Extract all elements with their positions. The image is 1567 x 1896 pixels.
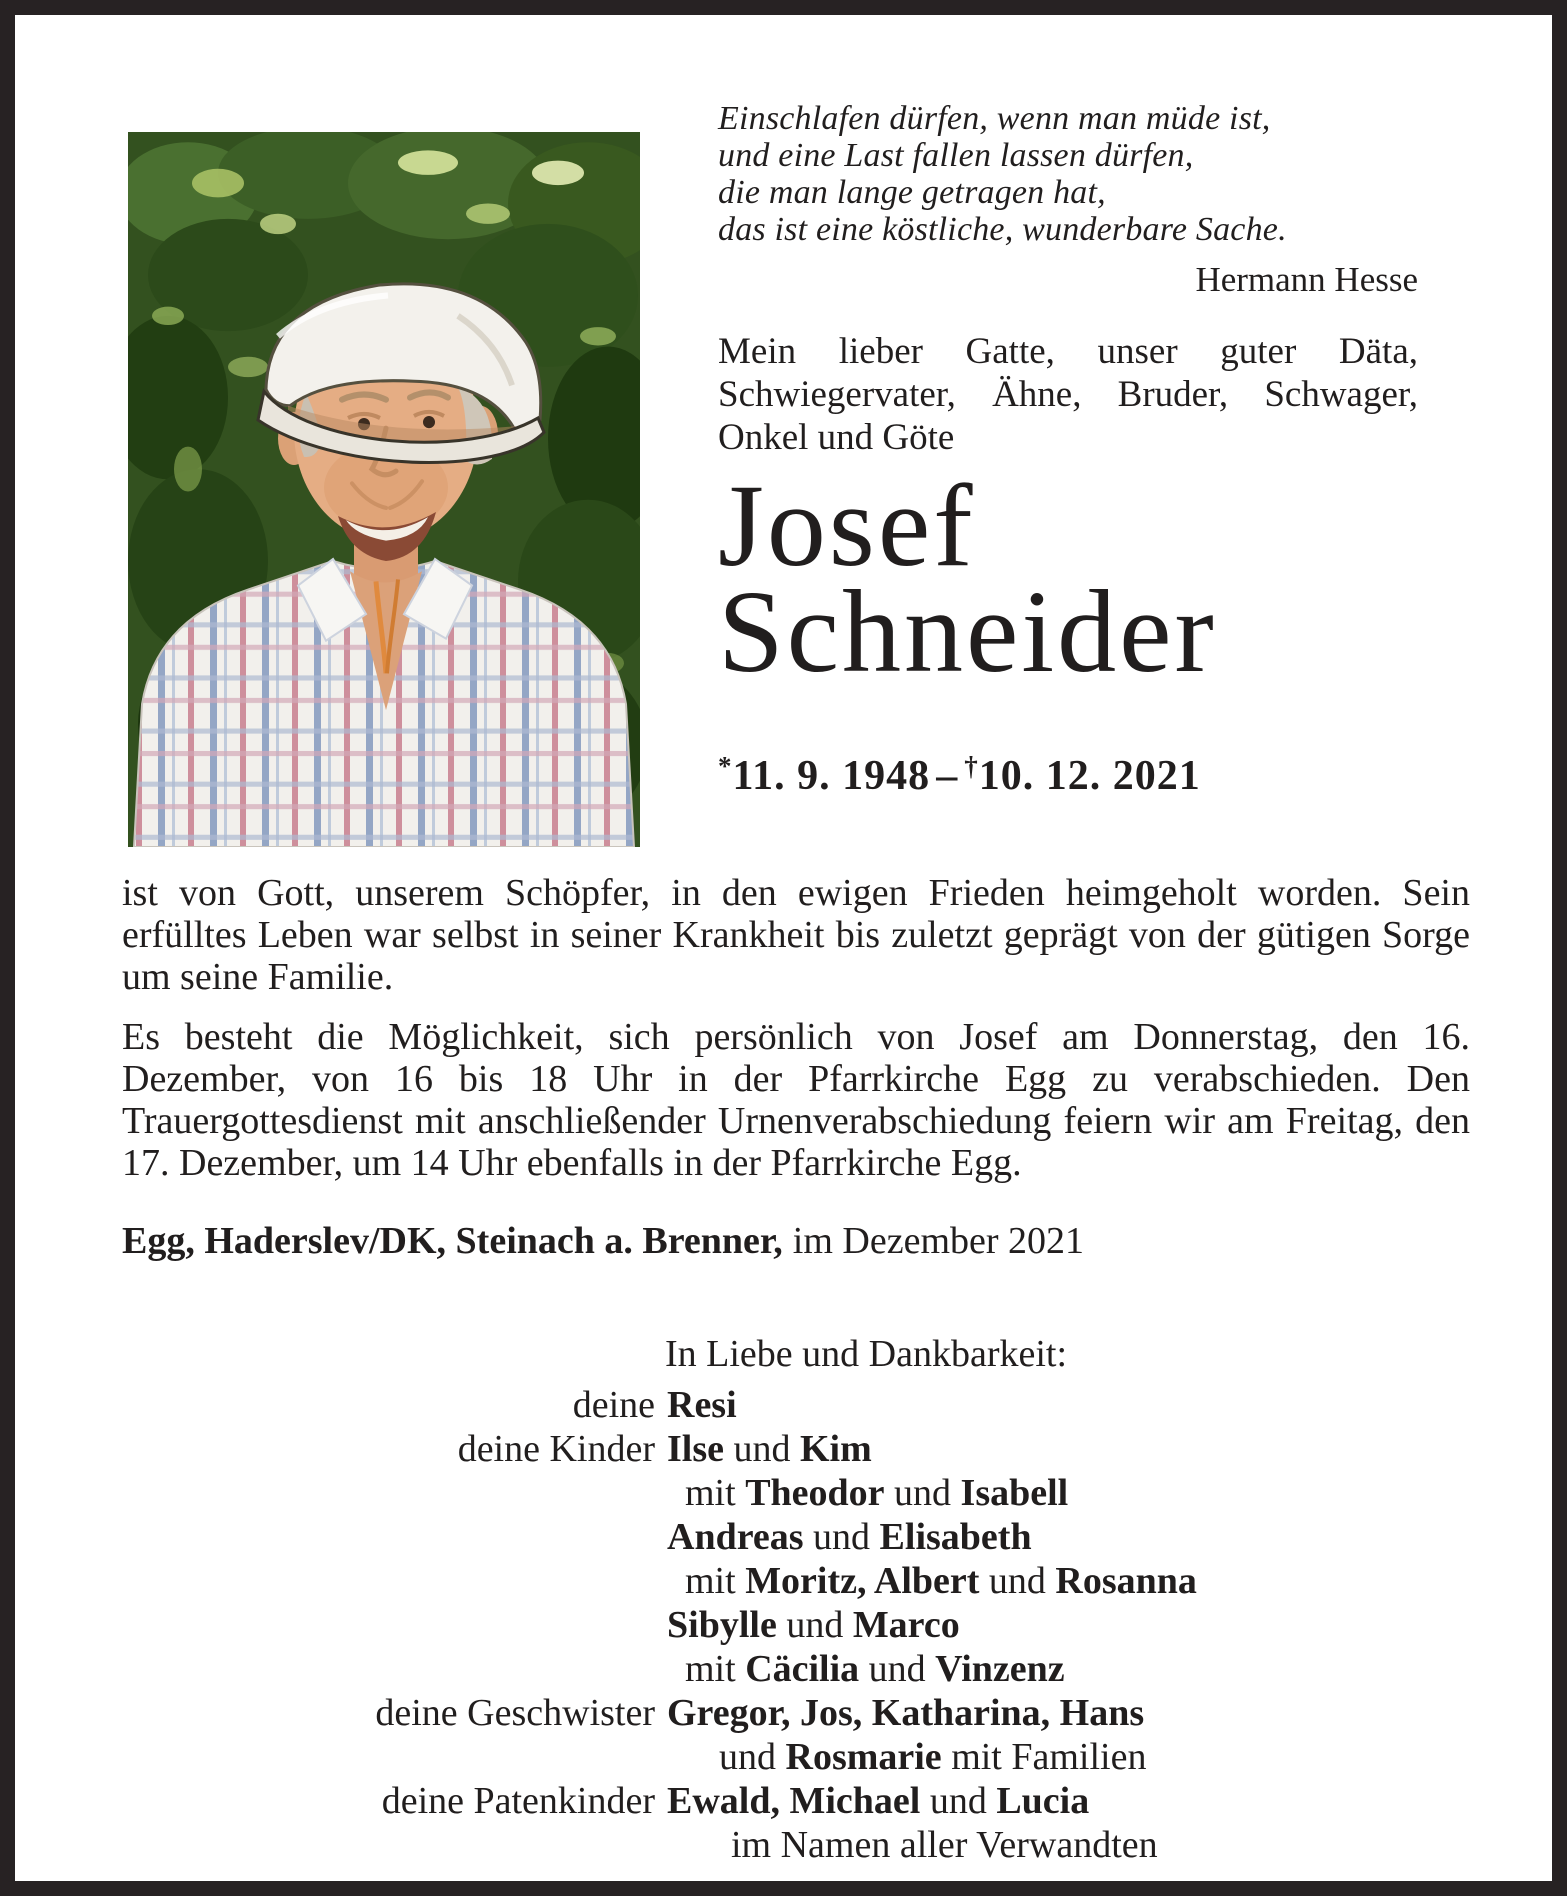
deceased-last-name: Schneider: [718, 566, 1217, 697]
quote-line: das ist eine köstliche, wunderbare Sache.: [718, 211, 1287, 248]
mourner-names: [667, 1427, 1470, 1471]
mourner-text: und: [920, 1780, 997, 1822]
mourner-names: [667, 1823, 1470, 1867]
mourner-label: [122, 1603, 667, 1647]
mourner-text: mit: [685, 1472, 746, 1514]
mourner-text: und: [859, 1648, 936, 1690]
mourner-names: [667, 1383, 1470, 1427]
date-separator: –: [936, 753, 959, 799]
mourner-label: deine: [572, 1384, 655, 1426]
mourner-text: und: [776, 1604, 853, 1646]
mourner-label: [122, 1823, 667, 1867]
mourner-row: [122, 1603, 1470, 1647]
mourner-name: Ilse: [667, 1428, 724, 1470]
mourner-row: [122, 1779, 1470, 1823]
mourner-text: mit: [685, 1648, 746, 1690]
mourner-text: und: [803, 1516, 880, 1558]
dateline: [122, 1220, 1470, 1262]
mourner-row: [122, 1515, 1470, 1559]
mourner-name: Resi: [667, 1384, 737, 1426]
mourner-names: [667, 1647, 1470, 1691]
mourner-name: Sibylle: [667, 1604, 777, 1646]
quote-line: die man lange getragen hat,: [718, 174, 1106, 211]
mourner-name: Vinzenz: [935, 1648, 1065, 1690]
birth-date: 11. 9. 1948: [732, 753, 931, 799]
quote-attribution: Hermann Hesse: [1195, 260, 1418, 299]
quote-line: Einschlafen dürfen, wenn man müde ist,: [718, 100, 1271, 137]
mourner-row: [122, 1647, 1470, 1691]
mourner-name: Moritz, Albert: [745, 1560, 980, 1602]
mourner-text: mit: [685, 1560, 746, 1602]
portrait-photo: [128, 132, 640, 847]
mourner-row: [122, 1427, 1470, 1471]
death-symbol: †: [964, 751, 979, 781]
mourner-label: [122, 1515, 667, 1559]
mourner-name: Gregor, Jos, Katharina, Hans: [667, 1692, 1145, 1734]
mourner-name: Rosmarie: [785, 1736, 942, 1778]
mourner-name: Andreas: [667, 1516, 804, 1558]
mourner-name: Rosanna: [1055, 1560, 1197, 1602]
mourner-names: [667, 1735, 1470, 1779]
mourner-name: Ewald, Michael: [667, 1780, 921, 1822]
mourner-name: Marco: [852, 1604, 960, 1646]
right-column: [718, 100, 1418, 800]
birth-symbol: *: [718, 751, 733, 781]
mourner-label: [122, 1471, 667, 1515]
deceased-name: [718, 460, 1418, 697]
mourner-text: und: [719, 1736, 786, 1778]
service-paragraph: Es besteht die Möglichkeit, sich persönlich von Josef am Donnerstag, den 16. Dezember, von 16 bis 18 Uhr in der Pfarrkirche Egg zu verabschieden. Den Trauergottesdienst mit anschließender Urnenverabschiedung feiern wir am Freitag, den 17. Dezember, um 14 Uhr ebenfalls in der Pfarrkirche Egg.: [122, 1016, 1470, 1184]
mourner-text: mit Familien: [941, 1736, 1147, 1778]
mourner-names: [667, 1603, 1470, 1647]
mourner-label: deine Geschwister: [375, 1692, 655, 1734]
birth-death-dates: [718, 751, 1418, 800]
mourner-row: [122, 1471, 1470, 1515]
mourner-text: und: [724, 1428, 800, 1470]
mourner-row: [122, 1823, 1470, 1867]
deceased-first-name: Josef: [718, 460, 976, 591]
mourner-label: deine Kinder: [457, 1428, 655, 1470]
body-text: [122, 872, 1470, 1262]
mourner-label: deine Patenkinder: [381, 1780, 655, 1822]
mourner-name: Kim: [800, 1428, 872, 1470]
mourner-label: [122, 1647, 667, 1691]
mourners-list: [122, 1383, 1470, 1867]
announcement-paragraph: ist von Gott, unserem Schöpfer, in den ewigen Frieden heimgeholt worden. Sein erfülltes Leben war selbst in seiner Krankheit bis zuletzt geprägt von der gütigen Sorge um seine Familie.: [122, 872, 1470, 998]
mourner-text: und: [979, 1560, 1056, 1602]
mourner-name: Lucia: [996, 1780, 1090, 1822]
salutation-text: Mein lieber Gatte, unser guter Däta, Schwiegervater, Ähne, Bruder, Schwager, Onkel und Göte: [718, 331, 1418, 458]
mourner-row: [122, 1383, 1470, 1427]
mourner-names: [667, 1471, 1470, 1515]
portrait-illustration: [128, 132, 640, 847]
death-date: 10. 12. 2021: [978, 753, 1201, 799]
mourner-name: Theodor: [745, 1472, 885, 1514]
quote-line: und eine Last fallen lassen dürfen,: [718, 137, 1194, 174]
mourner-row: [122, 1691, 1470, 1735]
mourner-names: [667, 1515, 1470, 1559]
mourner-name: Elisabeth: [879, 1516, 1032, 1558]
mourner-names: [667, 1559, 1470, 1603]
dateline-places: Egg, Haderslev/DK, Steinach a. Brenner,: [122, 1220, 783, 1262]
mourner-text: im Namen aller Verwandten: [731, 1824, 1158, 1866]
mourner-name: Cäcilia: [745, 1648, 860, 1690]
mourner-names: [667, 1779, 1470, 1823]
mourner-names: [667, 1691, 1470, 1735]
mourner-label: [122, 1559, 667, 1603]
mourner-name: Isabell: [960, 1472, 1069, 1514]
mourner-row: [122, 1735, 1470, 1779]
mourner-text: und: [884, 1472, 961, 1514]
dateline-date: im Dezember 2021: [792, 1220, 1085, 1262]
mourner-label: [122, 1735, 667, 1779]
mourner-row: [122, 1559, 1470, 1603]
closing-heading: In Liebe und Dankbarkeit:: [665, 1333, 1068, 1375]
quote: [718, 100, 1418, 248]
